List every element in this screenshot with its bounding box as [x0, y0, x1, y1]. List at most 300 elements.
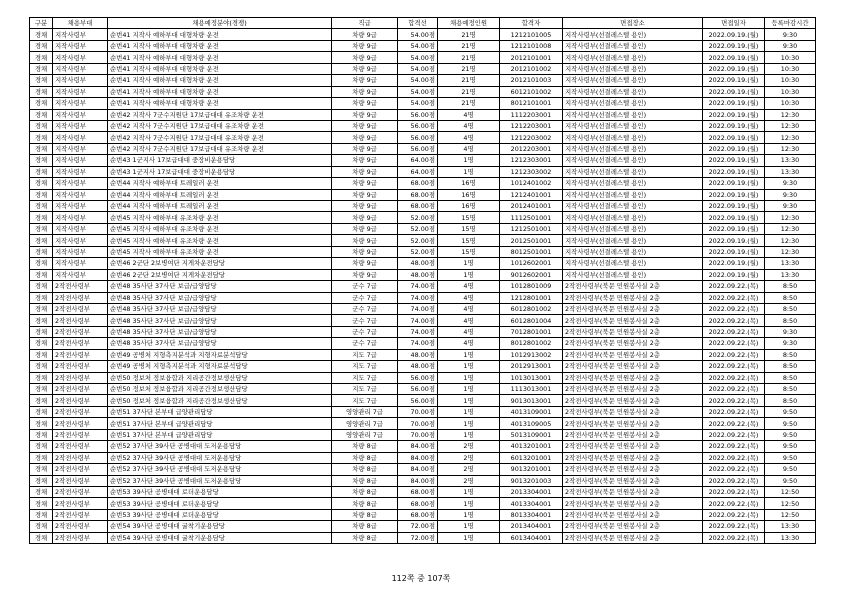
cell-date: 2022.09.19.(월) [703, 246, 765, 257]
table-row [30, 418, 816, 429]
cell-category: 경채 [30, 384, 53, 395]
cell-grade: 영양관리 7급 [332, 418, 398, 429]
cell-unit: 2작전사령부 [53, 509, 108, 520]
cell-deadline: 10:30 [765, 63, 816, 74]
cell-quota: 4명 [438, 281, 500, 292]
cell-quota: 4명 [438, 143, 500, 154]
cell-grade: 군수 7급 [332, 315, 398, 326]
cell-deadline: 9:30 [765, 40, 816, 51]
cell-deadline: 9:30 [765, 29, 816, 40]
table-row [30, 246, 816, 257]
cell-quota: 1명 [438, 429, 500, 440]
cell-category: 경채 [30, 40, 53, 51]
cell-unit: 2작전사령부 [53, 532, 108, 543]
cell-cutoff: 48.00점 [398, 269, 438, 280]
cell-grade: 차량 9급 [332, 75, 398, 86]
cell-deadline: 13:30 [765, 521, 816, 532]
cell-category: 경채 [30, 166, 53, 177]
cell-field: 순번51 37사단 본부대 급양관리담당 [108, 418, 332, 429]
cell-cutoff: 54.00점 [398, 98, 438, 109]
cell-quota: 4명 [438, 132, 500, 143]
cell-grade: 차량 9급 [332, 98, 398, 109]
cell-field: 순번44 지작사 예하부대 트레일러 운전 [108, 189, 332, 200]
cell-category: 경채 [30, 338, 53, 349]
cell-quota: 2명 [438, 441, 500, 452]
cell-category: 경채 [30, 418, 53, 429]
cell-deadline: 9:50 [765, 475, 816, 486]
cell-field: 순번42 지작사 7군수지원단 17보급대대 유조차량 운전 [108, 143, 332, 154]
cell-unit: 2작전사령부 [53, 498, 108, 509]
header-category: 구분 [30, 18, 53, 29]
cell-date: 2022.09.19.(월) [703, 52, 765, 63]
cell-quota: 21명 [438, 98, 500, 109]
cell-deadline: 8:50 [765, 384, 816, 395]
cell-grade: 지도 7급 [332, 361, 398, 372]
cell-applicant: 1212401001 [500, 189, 563, 200]
cell-cutoff: 54.00점 [398, 63, 438, 74]
cell-field: 순번50 정보처 정보융합과 지리공간정보생산담당 [108, 384, 332, 395]
cell-field: 순번52 37사단 39사단 공병대대 도저운용담당 [108, 475, 332, 486]
table-row [30, 155, 816, 166]
cell-field: 순번42 지작사 7군수지원단 17보급대대 유조차량 운전 [108, 132, 332, 143]
cell-location: 2작전사령부(북문 민원봉사실 2층 [563, 303, 703, 314]
header-grade: 직급 [332, 18, 398, 29]
table-row [30, 372, 816, 383]
cell-quota: 1명 [438, 258, 500, 269]
cell-deadline: 9:50 [765, 406, 816, 417]
cell-cutoff: 84.00점 [398, 464, 438, 475]
cell-deadline: 13:30 [765, 166, 816, 177]
cell-applicant: 9013013001 [500, 395, 563, 406]
cell-date: 2022.09.19.(월) [703, 75, 765, 86]
cell-location: 지작사령부(선결레스텔 용인) [563, 86, 703, 97]
cell-applicant: 6013404001 [500, 532, 563, 543]
table-row [30, 40, 816, 51]
cell-deadline: 9:50 [765, 418, 816, 429]
table-row [30, 349, 816, 360]
table-row [30, 338, 816, 349]
table-row [30, 120, 816, 131]
table-row [30, 292, 816, 303]
cell-deadline: 13:30 [765, 532, 816, 543]
cell-category: 경채 [30, 349, 53, 360]
cell-grade: 차량 9급 [332, 143, 398, 154]
cell-applicant: 6012101002 [500, 86, 563, 97]
cell-date: 2022.09.19.(월) [703, 29, 765, 40]
cell-grade: 차량 8급 [332, 498, 398, 509]
cell-grade: 군수 7급 [332, 303, 398, 314]
header-applicant: 합격자 [500, 18, 563, 29]
cell-field: 순번41 지작사 예하부대 대형차량 운전 [108, 75, 332, 86]
cell-location: 지작사령부(선결레스텔 용인) [563, 212, 703, 223]
cell-date: 2022.09.22.(목) [703, 292, 765, 303]
cell-category: 경채 [30, 223, 53, 234]
cell-category: 경채 [30, 521, 53, 532]
cell-unit: 지작사령부 [53, 98, 108, 109]
cell-applicant: 1013013001 [500, 372, 563, 383]
cell-unit: 2작전사령부 [53, 349, 108, 360]
cell-field: 순번49 공병처 지형측지분석과 지형자료분석담당 [108, 361, 332, 372]
cell-applicant: 2013404001 [500, 521, 563, 532]
cell-location: 2작전사령부(북문 민원봉사실 2층 [563, 441, 703, 452]
cell-field: 순번51 37사단 본부대 급양관리담당 [108, 429, 332, 440]
cell-location: 지작사령부(선결레스텔 용인) [563, 235, 703, 246]
cell-grade: 차량 9급 [332, 132, 398, 143]
cell-location: 2작전사령부(북문 민원봉사실 2층 [563, 361, 703, 372]
cell-date: 2022.09.22.(목) [703, 338, 765, 349]
cell-field: 순번48 35사단 37사단 보급/급양담당 [108, 338, 332, 349]
cell-unit: 2작전사령부 [53, 338, 108, 349]
cell-date: 2022.09.19.(월) [703, 178, 765, 189]
cell-deadline: 9:50 [765, 464, 816, 475]
cell-applicant: 1112501001 [500, 212, 563, 223]
cell-cutoff: 70.00점 [398, 429, 438, 440]
cell-date: 2022.09.22.(목) [703, 521, 765, 532]
table-row [30, 509, 816, 520]
cell-category: 경채 [30, 372, 53, 383]
cell-location: 지작사령부(선결레스텔 용인) [563, 75, 703, 86]
cell-unit: 지작사령부 [53, 155, 108, 166]
cell-deadline: 13:30 [765, 155, 816, 166]
cell-deadline: 9:50 [765, 429, 816, 440]
cell-unit: 2작전사령부 [53, 384, 108, 395]
cell-date: 2022.09.19.(월) [703, 109, 765, 120]
cell-date: 2022.09.22.(목) [703, 532, 765, 543]
cell-field: 순번44 지작사 예하부대 트레일러 운전 [108, 201, 332, 212]
cell-quota: 1명 [438, 269, 500, 280]
cell-applicant: 6013201001 [500, 452, 563, 463]
cell-location: 2작전사령부(북문 민원봉사실 2층 [563, 429, 703, 440]
table-row [30, 326, 816, 337]
table-row [30, 269, 816, 280]
cell-deadline: 12:50 [765, 486, 816, 497]
table-row [30, 429, 816, 440]
cell-unit: 2작전사령부 [53, 281, 108, 292]
cell-cutoff: 56.00점 [398, 372, 438, 383]
cell-date: 2022.09.19.(월) [703, 189, 765, 200]
cell-applicant: 1113013001 [500, 384, 563, 395]
cell-date: 2022.09.22.(목) [703, 281, 765, 292]
cell-category: 경채 [30, 509, 53, 520]
cell-quota: 1명 [438, 166, 500, 177]
cell-location: 지작사령부(선결레스텔 용인) [563, 166, 703, 177]
cell-cutoff: 56.00점 [398, 120, 438, 131]
cell-field: 순번48 35사단 37사단 보급/급양담당 [108, 292, 332, 303]
cell-unit: 지작사령부 [53, 269, 108, 280]
cell-grade: 차량 8급 [332, 452, 398, 463]
cell-grade: 차량 8급 [332, 464, 398, 475]
cell-grade: 지도 7급 [332, 372, 398, 383]
cell-field: 순번50 정보처 정보융합과 지리공간정보생산담당 [108, 395, 332, 406]
table-row [30, 166, 816, 177]
cell-unit: 2작전사령부 [53, 429, 108, 440]
cell-quota: 1명 [438, 532, 500, 543]
cell-quota: 4명 [438, 303, 500, 314]
table-row [30, 498, 816, 509]
cell-unit: 2작전사령부 [53, 521, 108, 532]
header-date: 면접일자 [703, 18, 765, 29]
cell-location: 지작사령부(선결레스텔 용인) [563, 178, 703, 189]
cell-deadline: 12:30 [765, 109, 816, 120]
cell-location: 지작사령부(선결레스텔 용인) [563, 201, 703, 212]
cell-deadline: 8:50 [765, 349, 816, 360]
cell-quota: 1명 [438, 406, 500, 417]
cell-unit: 지작사령부 [53, 29, 108, 40]
cell-cutoff: 68.00점 [398, 178, 438, 189]
cell-category: 경채 [30, 429, 53, 440]
cell-field: 순번48 35사단 37사단 보급/급양담당 [108, 315, 332, 326]
cell-field: 순번49 공병처 지형측지분석과 지형자료분석담당 [108, 349, 332, 360]
cell-deadline: 12:30 [765, 246, 816, 257]
cell-location: 지작사령부(선결레스텔 용인) [563, 52, 703, 63]
table-row [30, 75, 816, 86]
cell-unit: 2작전사령부 [53, 475, 108, 486]
cell-quota: 15명 [438, 212, 500, 223]
cell-applicant: 2012913001 [500, 361, 563, 372]
cell-category: 경채 [30, 464, 53, 475]
cell-unit: 지작사령부 [53, 212, 108, 223]
cell-quota: 21명 [438, 52, 500, 63]
cell-field: 순번52 37사단 39사단 공병대대 도저운용담당 [108, 441, 332, 452]
cell-applicant: 7012801001 [500, 326, 563, 337]
cell-date: 2022.09.19.(월) [703, 258, 765, 269]
cell-unit: 지작사령부 [53, 132, 108, 143]
cell-date: 2022.09.19.(월) [703, 223, 765, 234]
cell-applicant: 6012801002 [500, 303, 563, 314]
cell-field: 순번44 지작사 예하부대 트레일러 운전 [108, 178, 332, 189]
cell-unit: 지작사령부 [53, 235, 108, 246]
cell-quota: 16명 [438, 189, 500, 200]
cell-applicant: 1212303001 [500, 155, 563, 166]
cell-field: 순번53 39사단 공병대대 로더운용담당 [108, 509, 332, 520]
cell-cutoff: 74.00점 [398, 292, 438, 303]
table-row [30, 212, 816, 223]
cell-unit: 2작전사령부 [53, 486, 108, 497]
cell-applicant: 4013201001 [500, 441, 563, 452]
table-row [30, 452, 816, 463]
cell-cutoff: 74.00점 [398, 326, 438, 337]
cell-location: 지작사령부(선결레스텔 용인) [563, 132, 703, 143]
cell-cutoff: 72.00점 [398, 532, 438, 543]
table-row [30, 441, 816, 452]
cell-applicant: 9013201003 [500, 475, 563, 486]
cell-unit: 지작사령부 [53, 63, 108, 74]
cell-field: 순번41 지작사 예하부대 대형차량 운전 [108, 52, 332, 63]
cell-date: 2022.09.19.(월) [703, 212, 765, 223]
cell-quota: 2명 [438, 475, 500, 486]
table-row [30, 532, 816, 543]
cell-field: 순번54 39사단 공병대대 굴착기운용담당 [108, 521, 332, 532]
cell-date: 2022.09.22.(목) [703, 384, 765, 395]
cell-date: 2022.09.22.(목) [703, 464, 765, 475]
cell-quota: 21명 [438, 29, 500, 40]
cell-grade: 차량 9급 [332, 155, 398, 166]
cell-unit: 지작사령부 [53, 120, 108, 131]
cell-deadline: 12:30 [765, 212, 816, 223]
cell-date: 2022.09.19.(월) [703, 132, 765, 143]
cell-quota: 1명 [438, 521, 500, 532]
cell-unit: 2작전사령부 [53, 406, 108, 417]
table-row [30, 98, 816, 109]
cell-field: 순번48 35사단 37사단 보급/급양담당 [108, 303, 332, 314]
cell-cutoff: 84.00점 [398, 441, 438, 452]
cell-deadline: 8:50 [765, 361, 816, 372]
cell-field: 순번53 39사단 공병대대 로더운용담당 [108, 486, 332, 497]
table-row [30, 486, 816, 497]
table-header-row [30, 18, 816, 29]
cell-location: 지작사령부(선결레스텔 용인) [563, 98, 703, 109]
table-row [30, 521, 816, 532]
table-row [30, 361, 816, 372]
cell-location: 2작전사령부(북문 민원봉사실 2층 [563, 292, 703, 303]
cell-cutoff: 70.00점 [398, 418, 438, 429]
cell-grade: 영양관리 7급 [332, 429, 398, 440]
cell-unit: 지작사령부 [53, 178, 108, 189]
cell-date: 2022.09.22.(목) [703, 429, 765, 440]
cell-unit: 지작사령부 [53, 86, 108, 97]
cell-quota: 1명 [438, 384, 500, 395]
cell-location: 지작사령부(선결레스텔 용인) [563, 40, 703, 51]
table-row [30, 235, 816, 246]
cell-grade: 차량 9급 [332, 223, 398, 234]
header-quota: 채용예정인원 [438, 18, 500, 29]
cell-category: 경채 [30, 269, 53, 280]
cell-cutoff: 56.00점 [398, 395, 438, 406]
table-row [30, 143, 816, 154]
cell-cutoff: 56.00점 [398, 143, 438, 154]
table-row [30, 464, 816, 475]
cell-unit: 2작전사령부 [53, 372, 108, 383]
cell-quota: 4명 [438, 109, 500, 120]
cell-date: 2022.09.19.(월) [703, 63, 765, 74]
cell-location: 2작전사령부(북문 민원봉사실 2층 [563, 498, 703, 509]
cell-unit: 지작사령부 [53, 189, 108, 200]
cell-quota: 1명 [438, 418, 500, 429]
cell-unit: 2작전사령부 [53, 452, 108, 463]
cell-deadline: 10:30 [765, 98, 816, 109]
cell-applicant: 4013304001 [500, 498, 563, 509]
cell-category: 경채 [30, 475, 53, 486]
cell-cutoff: 48.00점 [398, 349, 438, 360]
cell-deadline: 10:30 [765, 75, 816, 86]
cell-quota: 1명 [438, 372, 500, 383]
cell-location: 지작사령부(선결레스텔 용인) [563, 269, 703, 280]
cell-date: 2022.09.19.(월) [703, 120, 765, 131]
table-row [30, 52, 816, 63]
cell-location: 2작전사령부(북문 민원봉사실 2층 [563, 338, 703, 349]
cell-cutoff: 54.00점 [398, 52, 438, 63]
cell-cutoff: 54.00점 [398, 75, 438, 86]
table-row [30, 303, 816, 314]
cell-unit: 2작전사령부 [53, 464, 108, 475]
cell-date: 2022.09.22.(목) [703, 303, 765, 314]
cell-location: 2작전사령부(북문 민원봉사실 2층 [563, 452, 703, 463]
cell-location: 지작사령부(선결레스텔 용인) [563, 143, 703, 154]
cell-grade: 차량 9급 [332, 109, 398, 120]
cell-field: 순번43 1군지사 17보급대대 중장비운용담당 [108, 155, 332, 166]
cell-deadline: 9:30 [765, 178, 816, 189]
cell-location: 2작전사령부(북문 민원봉사실 2층 [563, 349, 703, 360]
cell-location: 2작전사령부(북문 민원봉사실 2층 [563, 418, 703, 429]
cell-grade: 차량 8급 [332, 509, 398, 520]
cell-quota: 4명 [438, 292, 500, 303]
cell-deadline: 10:30 [765, 86, 816, 97]
cell-category: 경채 [30, 235, 53, 246]
cell-date: 2022.09.19.(월) [703, 235, 765, 246]
cell-location: 지작사령부(선결레스텔 용인) [563, 246, 703, 257]
cell-grade: 차량 8급 [332, 441, 398, 452]
cell-date: 2022.09.22.(목) [703, 498, 765, 509]
cell-location: 지작사령부(선결레스텔 용인) [563, 29, 703, 40]
table-row [30, 29, 816, 40]
results-table [29, 17, 816, 544]
table-row [30, 201, 816, 212]
cell-applicant: 8012801002 [500, 338, 563, 349]
cell-unit: 지작사령부 [53, 75, 108, 86]
cell-applicant: 1212801001 [500, 292, 563, 303]
cell-applicant: 4013109001 [500, 406, 563, 417]
cell-grade: 차량 9급 [332, 166, 398, 177]
cell-cutoff: 68.00점 [398, 201, 438, 212]
cell-field: 순번52 37사단 39사단 공병대대 도저운용담당 [108, 464, 332, 475]
cell-grade: 지도 7급 [332, 384, 398, 395]
cell-cutoff: 54.00점 [398, 29, 438, 40]
cell-applicant: 2012101003 [500, 75, 563, 86]
cell-location: 2작전사령부(북문 민원봉사실 2층 [563, 326, 703, 337]
cell-location: 2작전사령부(북문 민원봉사실 2층 [563, 315, 703, 326]
cell-location: 지작사령부(선결레스텔 용인) [563, 109, 703, 120]
cell-applicant: 2013304001 [500, 486, 563, 497]
cell-category: 경채 [30, 292, 53, 303]
cell-field: 순번51 37사단 본부대 급양관리담당 [108, 406, 332, 417]
cell-quota: 4명 [438, 338, 500, 349]
cell-cutoff: 48.00점 [398, 258, 438, 269]
cell-date: 2022.09.19.(월) [703, 40, 765, 51]
cell-cutoff: 74.00점 [398, 303, 438, 314]
cell-date: 2022.09.19.(월) [703, 155, 765, 166]
cell-cutoff: 48.00점 [398, 361, 438, 372]
cell-deadline: 8:50 [765, 315, 816, 326]
cell-unit: 지작사령부 [53, 258, 108, 269]
cell-quota: 2명 [438, 452, 500, 463]
cell-grade: 차량 9급 [332, 269, 398, 280]
cell-deadline: 9:30 [765, 201, 816, 212]
cell-field: 순번48 35사단 37사단 보급/급양담당 [108, 326, 332, 337]
cell-deadline: 9:50 [765, 441, 816, 452]
cell-category: 경채 [30, 178, 53, 189]
cell-deadline: 12:50 [765, 498, 816, 509]
cell-category: 경채 [30, 315, 53, 326]
cell-unit: 2작전사령부 [53, 326, 108, 337]
cell-location: 2작전사령부(북문 민원봉사실 2층 [563, 395, 703, 406]
cell-unit: 2작전사령부 [53, 303, 108, 314]
cell-location: 2작전사령부(북문 민원봉사실 2층 [563, 406, 703, 417]
cell-applicant: 4013109005 [500, 418, 563, 429]
cell-grade: 군수 7급 [332, 292, 398, 303]
cell-deadline: 9:30 [765, 189, 816, 200]
cell-unit: 2작전사령부 [53, 361, 108, 372]
cell-field: 순번41 지작사 예하부대 대형차량 운전 [108, 40, 332, 51]
cell-applicant: 1212501001 [500, 223, 563, 234]
cell-date: 2022.09.22.(목) [703, 326, 765, 337]
cell-grade: 지도 7급 [332, 395, 398, 406]
cell-cutoff: 72.00점 [398, 521, 438, 532]
cell-date: 2022.09.22.(목) [703, 475, 765, 486]
table-row [30, 258, 816, 269]
cell-grade: 차량 9급 [332, 246, 398, 257]
cell-grade: 차량 8급 [332, 475, 398, 486]
cell-quota: 2명 [438, 464, 500, 475]
